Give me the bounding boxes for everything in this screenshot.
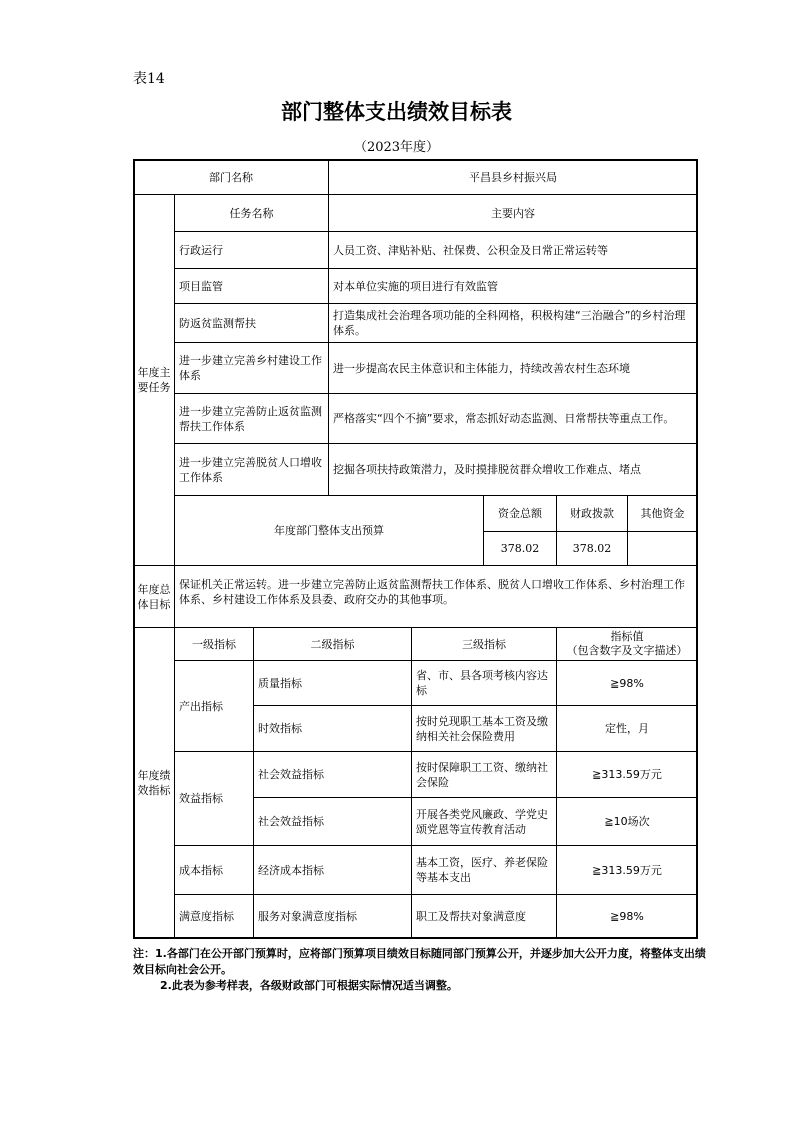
indicators-col2: 二级指标 [253, 627, 412, 661]
task-content: 打造集成社会治理各项功能的全科网格，积极构建“三治融合”的乡村治理体系。 [328, 303, 698, 343]
indicator-l2: 时效指标 [253, 705, 412, 752]
note-2: 2.此表为参考样表，各级财政部门可根据实际情况适当调整。 [160, 979, 458, 992]
notes [133, 946, 713, 994]
budget-total-label: 资金总额 [483, 495, 557, 532]
indicator-group-output: 产出指标 [174, 660, 254, 752]
indicator-l3: 按时兑现职工基本工资及缴纳相关社会保险费用 [411, 705, 557, 752]
budget-total-value: 378.02 [483, 531, 557, 566]
task-name: 项目监管 [174, 268, 329, 304]
tasks-section-label: 年度主要任务 [133, 194, 175, 566]
indicator-l2: 服务对象满意度指标 [253, 894, 412, 939]
indicator-group-effect: 效益指标 [174, 751, 254, 846]
indicators-col3: 三级指标 [411, 627, 557, 661]
overall-goal-label: 年度总体目标 [133, 565, 175, 628]
indicator-l2: 质量指标 [253, 660, 412, 706]
task-name: 进一步建立完善乡村建设工作体系 [174, 342, 329, 394]
budget-other-label: 其他资金 [627, 495, 698, 532]
indicator-value: ≧313.59万元 [556, 751, 698, 798]
indicator-l3: 开展各类党风廉政、学党史颂党恩等宣传教育活动 [411, 797, 557, 846]
table-number: 表14 [133, 71, 165, 87]
indicator-l3: 职工及帮扶对象满意度 [411, 894, 557, 939]
indicator-l2: 经济成本指标 [253, 845, 412, 895]
task-name: 进一步建立完善防止返贫监测帮扶工作体系 [174, 393, 329, 444]
indicators-section-label: 年度绩效指标 [133, 627, 175, 939]
task-content: 对本单位实施的项目进行有效监管 [328, 268, 698, 304]
indicator-value: ≧10场次 [556, 797, 698, 846]
budget-fiscal-value: 378.02 [556, 531, 628, 566]
task-content: 人员工资、津贴补贴、社保费、公积金及日常正常运转等 [328, 231, 698, 269]
task-name: 防返贫监测帮扶 [174, 303, 329, 343]
budget-fiscal-label: 财政拨款 [556, 495, 628, 532]
indicators-col1: 一级指标 [174, 627, 254, 661]
dept-name-label: 部门名称 [133, 159, 329, 195]
task-name: 进一步建立完善脱贫人口增收工作体系 [174, 443, 329, 496]
indicator-l2: 社会效益指标 [253, 751, 412, 798]
indicator-l3: 省、市、县各项考核内容达标 [411, 660, 557, 706]
tasks-col-content: 主要内容 [328, 194, 698, 232]
indicator-l3: 按时保障职工工资、缴纳社会保险 [411, 751, 557, 798]
indicator-value: ≧98% [556, 894, 698, 939]
overall-goal-text: 保证机关正常运转。进一步建立完善防止返贫监测帮扶工作体系、脱贫人口增收工作体系、乡村治理工作体系、乡村建设工作体系及县委、政府交办的其他事项。 [174, 565, 698, 628]
indicator-value: 定性，月 [556, 705, 698, 752]
indicator-group-satisfaction: 满意度指标 [174, 894, 254, 939]
year-label: （2023年度） [353, 140, 440, 155]
budget-other-value [627, 531, 698, 566]
page-title: 部门整体支出绩效目标表 [281, 100, 512, 124]
indicator-value: ≧313.59万元 [556, 845, 698, 895]
tasks-col-name: 任务名称 [174, 194, 329, 232]
indicator-l2: 社会效益指标 [253, 797, 412, 846]
indicators-col4: 指标值 （包含数字及文字描述） [556, 627, 698, 661]
task-name: 行政运行 [174, 231, 329, 269]
indicator-group-cost: 成本指标 [174, 845, 254, 895]
task-content: 挖掘各项扶持政策潜力，及时摸排脱贫群众增收工作难点、堵点 [328, 443, 698, 496]
task-content: 严格落实“四个不摘”要求，常态抓好动态监测、日常帮扶等重点工作。 [328, 393, 698, 444]
note-1: 注：1.各部门在公开部门预算时，应将部门预算项目绩效目标随同部门预算公开，并逐步加大公开力度，将整体支出绩效目标向社会公开。 [133, 947, 706, 976]
indicator-value: ≧98% [556, 660, 698, 706]
indicator-l3: 基本工资，医疗、养老保险等基本支出 [411, 845, 557, 895]
budget-label: 年度部门整体支出预算 [174, 495, 484, 566]
task-content: 进一步提高农民主体意识和主体能力，持续改善农村生态环境 [328, 342, 698, 394]
dept-name-value: 平昌县乡村振兴局 [328, 159, 698, 195]
